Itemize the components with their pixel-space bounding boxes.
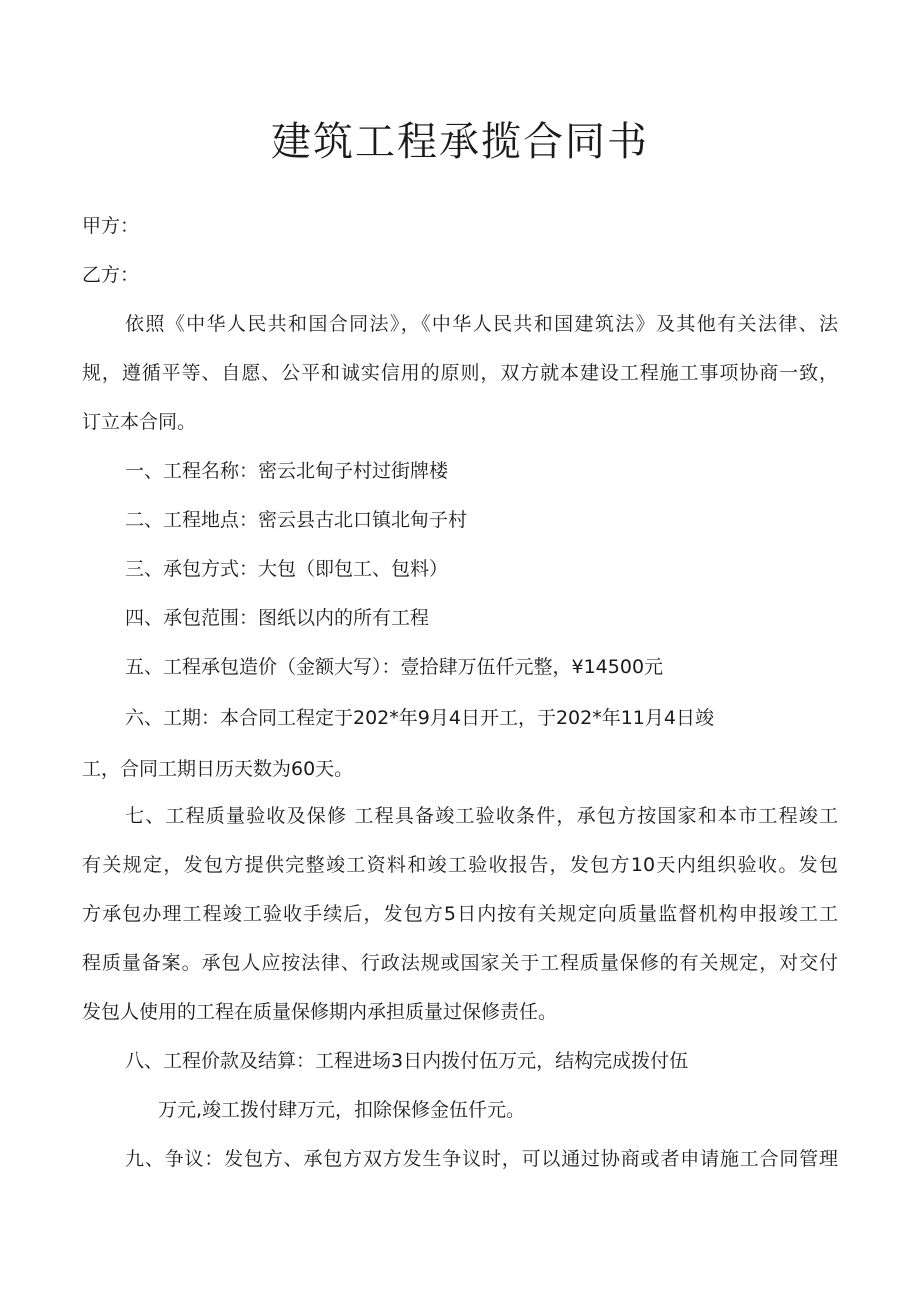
party-b-label: 乙方： bbox=[82, 264, 140, 286]
clause-quality-line-4: 程质量备案。承包人应按法律、行政法规或国家关于工程质量保修的有关规定，对交付 bbox=[82, 952, 838, 974]
clause-schedule-line-1: 六、工期：本合同工程定于202*年9月4日开工，于202*年11月4日竣 bbox=[125, 707, 714, 729]
clause-schedule-line-2: 工，合同工期日历天数为60天。 bbox=[82, 758, 354, 780]
clause-contract-price: 五、工程承包造价（金额大写）：壹拾肆万伍仟元整，¥14500元 bbox=[125, 656, 664, 678]
clause-contract-mode: 三、承包方式：大包（即包工、包料） bbox=[125, 558, 449, 580]
clause-quality-line-5: 发包人使用的工程在质量保修期内承担质量过保修责任。 bbox=[82, 1001, 558, 1023]
document-title: 建筑工程承揽合同书 bbox=[271, 119, 649, 165]
preamble-line-3: 订立本合同。 bbox=[82, 411, 197, 433]
clause-contract-scope: 四、承包范围：图纸以内的所有工程 bbox=[125, 607, 430, 629]
clause-quality-line-1: 七、工程质量验收及保修 工程具备竣工验收条件，承包方按国家和本市工程竣工 bbox=[125, 805, 838, 827]
clause-quality-line-3: 方承包办理工程竣工验收手续后，发包方5日内按有关规定向质量监督机构申报竣工工 bbox=[82, 903, 838, 925]
clause-dispute-line-1: 九、争议：发包方、承包方双方发生争议时，可以通过协商或者申请施工合同管理 bbox=[125, 1148, 838, 1170]
party-a-label: 甲方： bbox=[82, 215, 140, 237]
clause-payment-line-2: 万元,竣工拨付肆万元，扣除保修金伍仟元。 bbox=[158, 1099, 526, 1121]
clause-project-name: 一、工程名称：密云北甸子村过街牌楼 bbox=[125, 460, 449, 482]
clause-project-location: 二、工程地点：密云县古北口镇北甸子村 bbox=[125, 509, 468, 531]
preamble-line-2: 规，遵循平等、自愿、公平和诚实信用的原则，双方就本建设工程施工事项协商一致， bbox=[82, 362, 838, 384]
preamble-line-1: 依照《中华人民共和国合同法》，《中华人民共和国建筑法》及其他有关法律、法 bbox=[125, 313, 838, 335]
clause-payment-line-1: 八、工程价款及结算：工程进场3日内拨付伍万元，结构完成拨付伍 bbox=[125, 1050, 689, 1072]
clause-quality-line-2: 有关规定，发包方提供完整竣工资料和竣工验收报告，发包方10天内组织验收。发包 bbox=[82, 854, 838, 876]
